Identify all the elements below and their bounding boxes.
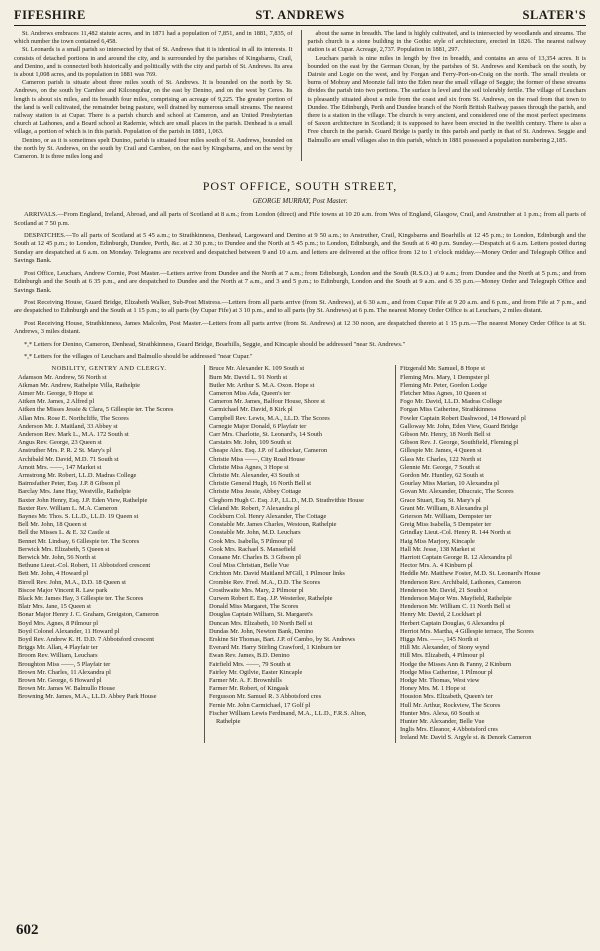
address-note: *,* Letters for Denino, Cameron, Denhead, Strathkinness, Guard Bridge, Boarhills, Seggie, and Kincaple should be addressed "near St. Andrews." [24, 340, 406, 348]
directory-entry: Anderson Rev. Mark L., M.A. 172 South st [18, 430, 129, 438]
directory-entry: Carr Mrs. Charlotte, St. Leonard's, 14 South [209, 430, 322, 438]
directory-entry: Duncan Mrs. Elizabeth, 10 North Bell st [209, 619, 313, 627]
directory-entry: Houston Mrs. Elizabeth, Queen's ter [400, 693, 493, 701]
directory-entry: Christie Miss Agnes, 3 Hope st [209, 463, 289, 471]
section-heading: NOBILITY, GENTRY AND CLERGY. [51, 365, 167, 373]
description-paragraph: Leuchars parish is nine miles in length by five in breadth, and contains an area of 13,354 acres. It is bounded on the east by the German Ocean, by the parishes of St. Andrews and Kemback on the south, by Dairsie and Logie on the west, and by Forgan and Ferry-Port-on-Craig on the north. The small rivulets or burns of Mobray and Moonzie fall into the Eden near the small village of Seggie; the former of these streams divides the parish into two portions. The surface is level and the soil tolerably fertile. The village of Leuchars is pleasantly situated about a mile from the coast and six from St. Andrews, on the road from that town to Dundee. The Edinburgh, Perth and Dundee branch of the North British Railway passes through the parish, and there is a station in the village. The church is very ancient, and considered one of the most perfect specimens of Saxon architecture in Scotland; it is supposed to have been erected in the twelfth century. There is also a Free church in the parish. Guard Bridge is partly in this parish and partly in that of St. Andrews. Seggie and Balmullo are small villages also in this parish, which in 1881 possessed a population numbering 2,185. [307, 54, 586, 144]
directory-entry: Everard Mr. Harry Stirling Crawford, 1 Kinburn ter [209, 644, 341, 652]
directory-entry: Biscoe Major Vincent R. Law park [18, 586, 108, 594]
directory-entry: Cameron Miss Ada, Queen's ter [209, 389, 291, 397]
directory-entry: Cheape Alex. Esq. J.P. of Lathockar, Cameron [209, 447, 328, 455]
directory-entry: Fowler Captain Robert Dashwood, 14 Howard pl [400, 414, 526, 422]
directory-entry: Hodge the Misses Ann & Fanny, 2 Kinburn [400, 660, 512, 668]
post-office-paragraph: ARRIVALS.—From England, Ireland, Abroad, and all parts of Scotland at 8 a.m.; from London (direct) and Fife towns at 10 20 a.m. from Wes of England, Glasgow, Crail, and Anstruther at 1 p.m.; from all parts of Scotland at 7 50 p.m. [14, 211, 586, 227]
directory-entry: Christie Miss ——, City Road House [209, 455, 305, 463]
directory-entry: Butler Mr. Arthur S. M.A. Oxon. Hope st [209, 381, 315, 389]
directory-entry: Boyd Colonel Alexander, 11 Howard pl [18, 627, 120, 635]
directory-entry: Aikman Mr. Andrew, Rathelpie Villa, Rathelpie [18, 381, 140, 389]
directory-entry: Bell Mr. John, 18 Queen st [18, 521, 87, 529]
directory-entry: Farmer Mr. A. F. Brownhills [209, 677, 282, 685]
directory-entry: Cockburn Col. Henry Alexander, The Cottage [209, 513, 327, 520]
directory-entry: Crichton Mr. David Maitland M'Gill, 1 Pilmour links [209, 570, 345, 578]
directory-entry: Bennet Mr. Lindsay, 6 Gillespie ter. The Scores [18, 537, 140, 545]
description-paragraph: about the same in breadth. The land is highly cultivated, and is intersected by woodlands and streams. The parish church is a stone building in the Gothic style of architecture, erected in 1826. The nearest railway station is at Cupar. Acreage, 2,737. Population in 1881, 297. [307, 30, 586, 54]
directory-entry: Crosthwaite Mrs. Mary, 2 Pilmour pl [209, 586, 304, 594]
directory-entry: Fairfield Mrs. ——, 79 South st [209, 660, 291, 668]
directory-entry: Birrell Rev. John, M.A., D.D. 18 Queen st [18, 578, 126, 586]
directory-entry: Bethune Lieut.-Col. Robert, 11 Abbotsford crescent [18, 562, 151, 570]
directory-entry: Campbell Rev. Lewis, M.A., LL.D. The Scores [209, 414, 330, 422]
directory-entry: Bairnsfather Peter, Esq. J.P. 8 Gibson pl [18, 480, 120, 488]
directory-entry: Fletcher Miss Agnes, 10 Queen st [400, 389, 487, 397]
directory-entry: Grierson Mr. William, Dempster ter [400, 513, 492, 520]
directory-entry: Boyd Mrs. Agnes, 8 Pilmour pl [18, 619, 99, 627]
description-paragraph: Denino, or as it is sometimes spelt Dunino, parish is situated four miles south of St. Andrews, bounded on the north by St. Andrews, on the south by Crail and Carnbee, on the east by Kingsbarns, and on the west by Cameron. It is three miles long and [14, 136, 293, 161]
directory-entry: Herbert Captain Douglas, 6 Alexandra pl [400, 619, 505, 627]
directory-entry: Fogo Mr. David, LL.D. Madras College [400, 398, 503, 406]
directory-entry: Bruce Mr. Alexander K. 109 South st [209, 365, 305, 373]
directory-entry: Henderson Rev. Archibald, Lathones, Cameron [400, 578, 521, 586]
directory-entry: Carstairs Mr. John, 109 South st [209, 439, 292, 447]
directory-entry: Honey Mrs. M. 1 Hope st [400, 685, 466, 693]
directory-column-1 [14, 365, 204, 742]
directory-entry: Harriott Captain George R. 12 Alexandra pl [400, 554, 512, 562]
directory-entry: Adamson Mr. Andrew, 56 North st [18, 373, 107, 381]
directory-entry: Brown Mr. Charles, 11 Alexandra pl [18, 668, 111, 676]
header-publisher: SLATER'S [522, 8, 587, 22]
directory-entry: Inglis Mrs. Eleanor, 4 Abbotsford cres [400, 726, 498, 734]
directory-entry: Christie Mr. Alexander, 43 South st [209, 471, 300, 479]
directory-entry: Aitken Mr. James, 2 Alfred pl [18, 398, 95, 406]
directory-entry: Christie General Hugh, 16 North Bell st [209, 480, 312, 488]
directory-entry: Fischer William Lewis Ferdinand, M.A., LL.D., F.R.S. Alton, Rathelpie [209, 709, 367, 726]
directory-entry: Gillespie Mr. James, 4 Queen st [400, 447, 482, 455]
directory-entry: Barclay Mrs. Jane Hay, Westville, Rathelpie [18, 488, 131, 496]
directory-entry: Berwick Mr. John, 56 North st [18, 554, 96, 562]
directory-entry: Henderson Mr. David, 21 South st [400, 586, 488, 594]
directory-entry: Forgan Miss Catherine, Strathkinness [400, 406, 497, 414]
directory-entry: Fleming Mr. Peter, Gordon Lodge [400, 381, 488, 389]
directory-entry: Heddle Mr. Matthew Foster, M.D. St. Leonard's House [400, 570, 541, 578]
directory-entry: Gordon Mr. Huntley, 62 South st [400, 471, 484, 479]
directory-entry: Hodge Miss Catherine, 1 Pilmour pl [400, 668, 493, 676]
post-office-details [14, 211, 586, 361]
directory-entry: Greig Miss Isabella, 5 Dempster ter [400, 521, 492, 529]
running-header [14, 8, 586, 26]
directory-entry: Broughton Miss ——, 5 Playfair ter [18, 660, 111, 668]
directory-entry: Gibson Mr. Henry, 18 North Bell st [400, 430, 491, 438]
directory-entry: Govan Mr. Alexander, Dhucraic, The Scores [400, 488, 514, 496]
directory-page [14, 8, 586, 743]
directory-entry: Baynes Mr. Thos. S. LL.D., LL.D. 19 Queen st [18, 513, 139, 520]
directory-entry: Fitzgerald Mr. Samuel, 8 Hope st [400, 365, 486, 373]
directory-entry: Ewan Rev. James, B.D. Denino [209, 652, 290, 660]
directory-entry: Cameron Mr. James, Balfour House, Shore st [209, 398, 325, 406]
directory-entry: Henry Mr. David, 2 Lockhart pl [400, 611, 482, 619]
directory-entry: Aimer Mr. George, 9 Hope st [18, 389, 93, 397]
directory-entry: Hodge Mr. Thomas, West view [400, 677, 480, 685]
directory-entry: Fairley Mr. Ogilvie, Easter Kincaple [209, 668, 303, 676]
directory-entry: Boyd Rev. Andrew K. H. D.D. 7 Abbotsford crescent [18, 636, 155, 644]
directory-entry: Hunter Mr. Alexander, Belle Vue [400, 718, 485, 726]
directory-listing [14, 365, 586, 742]
directory-entry: Douglas Captain William, St. Margaret's [209, 611, 313, 619]
address-note: *,* Letters for the villages of Leuchars and Balmullo should be addressed "near Cupar." [24, 352, 253, 360]
directory-entry: Crombie Rev. Fred. M.A., D.D. The Scores [209, 578, 321, 586]
directory-entry: Brown Mr. George, 6 Howard pl [18, 677, 102, 685]
directory-entry: Allan Mrs. Rose E. Northcliffe, The Scores [18, 414, 129, 422]
postmaster-line: GEORGE MURRAY, Post Master. [252, 197, 348, 206]
directory-entry: Browning Mr. James, M.A., LL.D. Abbey Park House [18, 693, 157, 701]
directory-entry: Glass Mr. Charles, 122 North st [400, 455, 482, 463]
page-number: 602 [16, 922, 39, 938]
description-paragraph: Cameron parish is situate about three miles south of St. Andrews. It is bounded on the north by St. Andrews, on the south by Carnbee and Kilconquhar, on the east by Denino, and on the west by Ceres. Its length is about six miles, and its breadth four miles, comprising an acreage of 9,225. The greater portion of the land is well cultivated, the remainder being pasture, well drained by numerous small streams. The nearest railway station is at Cupar. There is a parish church and school at Cameron, and an United Presbyterian church at Lathones, and a Board school at Radernie, which are small places in the parish. Denhead is a small village, a portion of which is in this parish. Population of the parish in 1881, 1,063. [14, 79, 293, 136]
directory-entry: Hall Mr. Jesse, 138 Market st [400, 545, 476, 553]
directory-entry: Grant Mr. William, 8 Alexandra pl [400, 504, 489, 512]
directory-entry: Briggs Mr. Allan, 4 Playfair ter [18, 644, 98, 652]
directory-entry: Burn Mr. David L. 91 North st [209, 373, 288, 381]
post-office-paragraph: Post Receiving House, Strathkinness, James Malcolm, Post Master.—Letters from all parts arrive (from St. Andrews) at 12 30 noon, are despatched thereto at 1 15 p.m.—The nearest Money Order Office is at St. Andrews, 3 miles distant. [14, 319, 586, 336]
directory-entry: Bell the Misses L. & E. 32 Castle st [18, 529, 110, 537]
directory-entry: Christie Miss Jessie, Abbey Cottage [209, 488, 302, 496]
directory-entry: Constable Mr. James Charles, Westoun, Rathelpie [209, 521, 337, 529]
directory-entry: Broom Rev. William, Leuchars [18, 652, 98, 660]
directory-entry: Constable Mr. John, M.D. Leuchars [209, 529, 301, 537]
directory-entry: Herriot Mrs. Martha, 4 Gillespie terrace, The Scores [400, 627, 534, 635]
directory-entry: Ireland Mr. David S. Argyle st. & Denork Cameron [400, 734, 532, 742]
directory-entry: Hull Mr. Arthur, Rockview, The Scores [400, 701, 501, 709]
parish-description [14, 30, 586, 161]
directory-entry: Fleming Mrs. Mary, 1 Dempster pl [400, 373, 490, 381]
directory-entry: Carmichael Mr. David, 8 Kirk pl [209, 406, 293, 414]
directory-entry: Cook Mrs. Rachael S. Mansefield [209, 545, 296, 553]
directory-entry: Anstruther Mrs. P. R. 2 St. Mary's pl [18, 447, 112, 455]
directory-entry: Grindlay Lieut.-Col. Henry R. 144 North st [400, 529, 511, 537]
directory-column-3 [395, 365, 586, 742]
directory-entry: Baxter John Henry, Esq. J.P. Eden View, Rathelpie [18, 496, 148, 504]
directory-entry: Armstrong Mr. Robert, LL.D. Madras College [18, 471, 137, 479]
directory-entry: Fernie Mr. John Carmichael, 17 Golf pl [209, 701, 311, 709]
directory-entry: Coul Miss Christian, Belle Vue [209, 562, 289, 570]
directory-entry: Hill Mr. Alexander, of Stony wynd [400, 644, 490, 652]
directory-entry: Carnegie Major Donald, 6 Playfair ter [209, 422, 307, 430]
directory-entry: Cleland Mr. Robert, 7 Alexandra pl [209, 504, 300, 512]
directory-entry: Berwick Mrs. Elizabeth, 5 Queen st [18, 545, 110, 553]
header-town: ST. ANDREWS [255, 8, 345, 22]
directory-entry: Henderson Major Wm. Mayfield, Rathelpie [400, 595, 512, 603]
directory-entry: Angus Rev. George, 23 Queen st [18, 439, 102, 447]
directory-entry: Gourlay Miss Marian, 10 Alexandra pl [400, 480, 500, 488]
directory-entry: Cook Mrs. Isabella, 5 Pilmour pl [209, 537, 293, 545]
post-office-paragraph: DESPATCHES.—To all parts of Scotland at 5 45 a.m.; to Strathkinness, Denhead, Largoward and Denino at 9 50 a.m.; to Anstruther, Crail, Kingsbarns and Boarhills at 12 45 p.m.; to London, Edinburgh and the South at 12 45 p.m.; to London, Edinburgh, Dundee, Perth, &c. at 2 30 p.m.; to Dundee and the North at 5 45 p.m.; to London, Edinburgh, and the South at 6 40 p.m. Sunday.—Despatch at 6 a.m. Letters posted during Sunday are despatched at 6 a.m. on Monday. Telegrams are received and despatched between 9 and 10 a.m. and letters are delivered at the office from 12 to 1 o'clock midday.—Money Order and Telegraph Office and Savings Bank. [14, 232, 586, 265]
header-county: FIFESHIRE [14, 8, 86, 22]
directory-entry: Gibson Rev. J. George, Southfield, Fleming pl [400, 439, 519, 447]
parish-description-right [301, 30, 587, 161]
directory-entry: Cleghorn Hugh C. Esq. J.P., LL.D., M.D. Strathvithie House [209, 496, 364, 504]
directory-entry: Aitken the Misses Jessie & Clara, 5 Gillespie ter. The Scores [18, 406, 174, 414]
directory-entry: Galloway Mr. John, Eden View, Guard Bridge [400, 422, 519, 430]
directory-entry: Erskine Sir Thomas, Bart. J.P. of Cambo, by St. Andrews [209, 636, 355, 644]
directory-entry: Henderson Mr. William C. 11 North Bell st [400, 603, 511, 611]
directory-entry: Baxter Rev. William L. M.A. Cameron [18, 504, 118, 512]
directory-column-2 [204, 365, 395, 742]
directory-entry: Archibald Mr. David, M.D. 71 South st [18, 455, 119, 463]
directory-entry: Curwen Robert E. Esq. J.P. Westerlee, Rathelpie [209, 595, 333, 603]
directory-entry: Donald Miss Margaret, The Scores [209, 603, 299, 611]
post-office-paragraph: Post Receiving House, Guard Bridge, Elizabeth Walker, Sub-Post Mistress.—Letters from all parts arrive (from St. Andrews), at 6 30 a.m., and from Cupar Fife at 9 20 a.m. and 6 p.m., and from Fife at 7 p.m., and are despatched to Edinburgh and the South at 1 15 p.m.; to all parts (by Cupar Fife) at 3 10 p.m., and to all parts (by St. Andrews) at 6 p.m. The nearest Money Order Office is at Leuchars, 2 miles distant. [14, 298, 586, 315]
directory-entry: Hunter Mrs. Alexa, 60 South st [400, 709, 480, 717]
directory-entry: Fergusson Mr. Samuel R. 3 Abbotsford cres [209, 693, 322, 701]
directory-entry: Blair Mrs. Jane, 15 Queen st [18, 603, 91, 611]
directory-entry: Arnott Mrs. ——, 147 Market st [18, 463, 102, 471]
directory-entry: Higgs Mrs. ——, 145 North st [400, 636, 479, 644]
directory-entry: Bonar Major Henry J. C. Graham, Greigston, Cameron [18, 611, 159, 619]
directory-entry: Coraane Mr. Charles B. 3 Gibson pl [209, 554, 301, 562]
directory-entry: Anderson Mr. J. Maitland, 33 Abbey st [18, 422, 118, 430]
directory-entry: Brown Mr. James W. Balmullo House [18, 685, 116, 693]
directory-entry: Black Mr. James Hay, 3 Gillespie ter. The Scores [18, 595, 144, 603]
directory-entry: Bett Mr. John, 4 Howard pl [18, 570, 89, 578]
directory-entry: Farmer Mr. Robert, of Kingask [209, 685, 289, 693]
directory-entry: Hill Mrs. Elizabeth, 4 Pilmour pl [400, 652, 485, 660]
directory-entry: Glennie Mr. George, 7 South st [400, 463, 480, 471]
description-paragraph: St. Leonards is a small parish so intersected by that of St. Andrews that it is identical in all its interests. It consists of detached portions in and around the city, and is surrounded by the parishes of Kingsbarns, Crail, and Denino, and is connected both historically and politically with the city and parish of St. Andrews. Its area is about 1,008 acres, and its population in 1881 was 769. [14, 46, 293, 79]
description-paragraph: St. Andrews embraces 11,482 statute acres, and in 1871 had a population of 7,851, and in 1881, 7,835, of which number the town contained 6,458. [14, 30, 293, 46]
post-office-title: POST OFFICE, SOUTH STREET, [202, 179, 398, 194]
directory-entry: Hector Mrs. A. 4 Kinburn pl [400, 562, 473, 570]
directory-entry: Dundas Mr. John, Newton Bank, Denino [209, 627, 314, 635]
directory-entry: Grace Stuart, Esq. St. Mary's pl [400, 496, 481, 504]
post-office-paragraph: Post Office, Leuchars, Andrew Cornie, Post Master.—Letters arrive from Dundee and the North at 7 a.m.; from Edinburgh, London and the South (R.S.O.) at 9 a.m.; from Dundee and the North at 5 p.m.; and from Edinburgh and the South at 6 35 p.m., and are despatched to Dundee and the North at 7 a.m., and 3 and 5 p.m.; to Edinburgh, London and the South at 9 a.m. and 6 35 p.m.—Money Order and Telegraph Office and Savings Bank. [14, 269, 586, 294]
parish-description-left [14, 30, 293, 161]
directory-entry: Haig Miss Marjory, Kincaple [400, 537, 475, 545]
